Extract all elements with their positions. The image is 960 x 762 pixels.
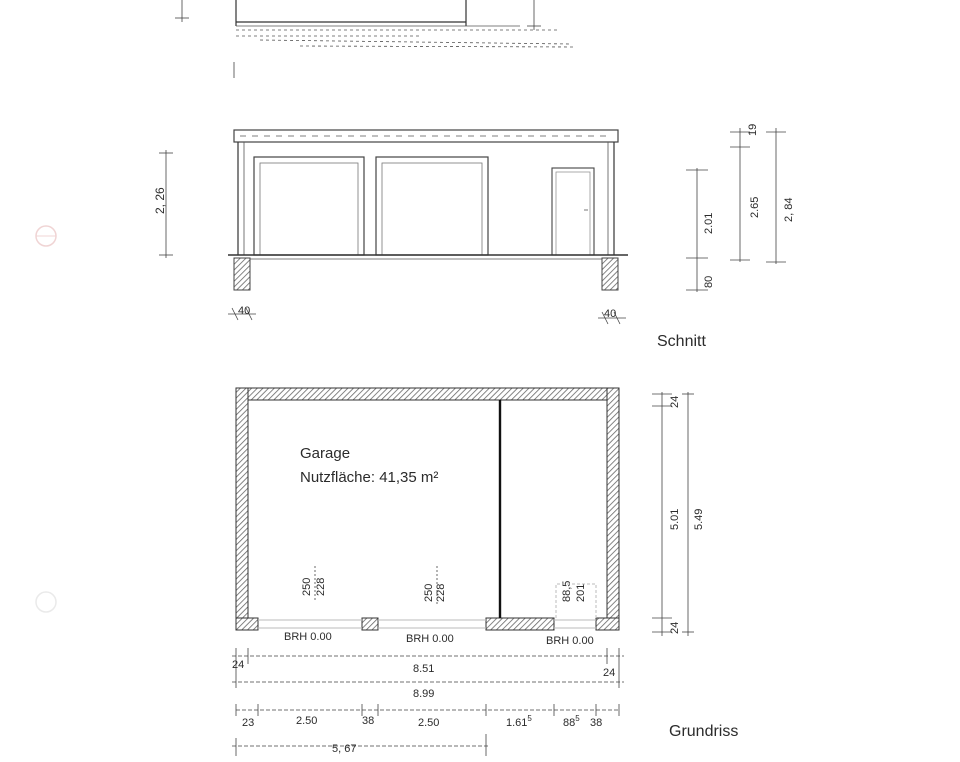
brh-3: BRH 0.00 — [546, 635, 594, 647]
garage-door-opening-1 — [254, 157, 364, 255]
seg-88: $88^5$ — [563, 714, 580, 729]
dim-outer-depth: 5.49 — [693, 508, 705, 530]
floor-plan-title: Grundriss — [669, 723, 739, 740]
foundation-right — [602, 258, 618, 290]
brh-1: BRH 0.00 — [284, 631, 332, 643]
section-view — [153, 124, 795, 350]
seg-250a: 2.50 — [296, 715, 318, 727]
seg-250b: 2.50 — [418, 717, 440, 729]
room-area: Nutzfläche: 41,35 m² — [300, 469, 439, 486]
dim-inner-depth: 5.01 — [669, 508, 681, 530]
seg-161: 1.61$^5$ — [506, 714, 532, 729]
dim-284: 2, 84 — [783, 197, 795, 222]
dim-outer-width: 8.99 — [413, 688, 435, 700]
door-opening — [552, 168, 594, 255]
brh-2: BRH 0.00 — [406, 633, 454, 645]
wall-left — [236, 388, 248, 630]
dim-right-foot: 40 — [604, 308, 617, 320]
dim-80: 80 — [703, 275, 715, 288]
dim-bottom-span: 5, 67 — [332, 743, 357, 755]
opening1-width: 228 — [315, 577, 327, 596]
seg-23: 23 — [242, 717, 255, 729]
dim-right-wall: 24 — [603, 667, 616, 679]
dim-201: 2.01 — [703, 212, 715, 234]
dim-inner-width: 8.51 — [413, 663, 435, 675]
wall-bottom-seg-2 — [362, 618, 378, 630]
door-height: 201 — [575, 583, 587, 602]
room-name: Garage — [300, 445, 351, 462]
opening2-width: 228 — [435, 583, 447, 602]
seg-38a: 38 — [362, 715, 375, 727]
dim-19: 19 — [747, 123, 759, 136]
dim-left-foot: 40 — [238, 305, 251, 317]
foundation-left — [234, 258, 250, 290]
dim-left-height: 2, 26 — [153, 187, 167, 214]
wall-bottom-seg-4 — [596, 618, 619, 630]
door-width: 88,5 — [561, 580, 573, 602]
section-title: Schnitt — [657, 333, 706, 350]
wall-bottom-seg-1 — [236, 618, 258, 630]
wall-right — [607, 388, 619, 630]
punch-holes — [36, 226, 56, 612]
seg-38b: 38 — [590, 717, 603, 729]
wall-top — [236, 388, 619, 400]
opening1-height: 250 — [301, 577, 313, 596]
dim-wall-top: 24 — [669, 395, 681, 408]
dim-wall-bottom: 24 — [669, 621, 681, 634]
dim-265: 2.65 — [749, 196, 761, 218]
opening2-height: 250 — [423, 583, 435, 602]
top-remnant-view — [175, 0, 575, 78]
wall-bottom-seg-3 — [486, 618, 554, 630]
dim-left-wall: 24 — [232, 659, 245, 671]
floor-plan-view — [232, 388, 738, 756]
garage-door-opening-2 — [376, 157, 488, 255]
